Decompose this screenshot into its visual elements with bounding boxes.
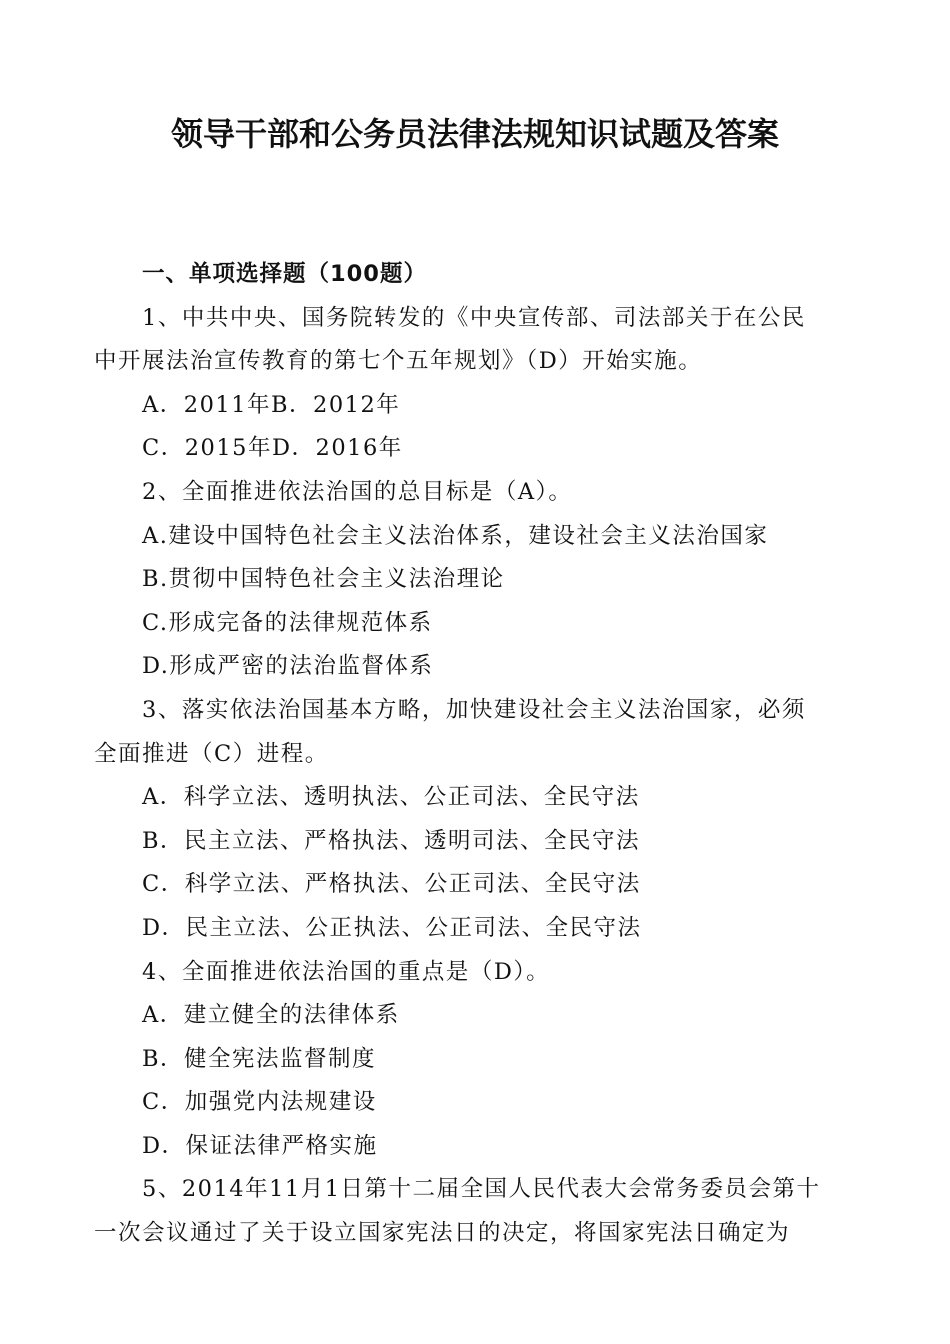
option-a: A．建立健全的法律体系 bbox=[142, 1002, 400, 1029]
question-5 bbox=[94, 1168, 854, 1255]
option-a: A.建设中国特色社会主义法治体系，建设社会主义法治国家 bbox=[142, 522, 769, 549]
question-stem: 5、2014年11月1日第十二届全国人民代表大会常务委员会第十 bbox=[142, 1176, 821, 1203]
option-line: A．2011年B．2012年 bbox=[142, 391, 401, 418]
option-d: D.形成严密的法治监督体系 bbox=[142, 653, 434, 680]
option-d: D．民主立法、公正执法、公正司法、全民守法 bbox=[142, 914, 642, 941]
option-b: B．民主立法、严格执法、透明司法、全民守法 bbox=[142, 827, 641, 854]
option-a: A．科学立法、透明执法、公正司法、全民守法 bbox=[142, 784, 640, 811]
question-stem: 4、全面推进依法治国的重点是（D）。 bbox=[142, 958, 551, 985]
question-stem: 3、落实依法治国基本方略，加快建设社会主义法治国家，必须 bbox=[142, 696, 806, 723]
question-stem-continued: 一次会议通过了关于设立国家宪法日的决定，将国家宪法日确定为 bbox=[94, 1220, 791, 1247]
document-title: 领导干部和公务员法律法规知识试题及答案 bbox=[170, 115, 779, 153]
question-2 bbox=[94, 471, 854, 689]
option-b: B.贯彻中国特色社会主义法治理论 bbox=[142, 566, 505, 593]
option-b: B．健全宪法监督制度 bbox=[142, 1045, 377, 1072]
question-4 bbox=[94, 951, 854, 1169]
option-d: D．保证法律严格实施 bbox=[142, 1132, 378, 1159]
question-stem-continued: 中开展法治宣传教育的第七个五年规划》（D）开始实施。 bbox=[94, 348, 703, 375]
question-stem: 2、全面推进依法治国的总目标是（A）。 bbox=[142, 478, 573, 505]
option-c: C．科学立法、严格执法、公正司法、全民守法 bbox=[142, 871, 641, 898]
question-1 bbox=[94, 297, 854, 471]
option-c: C.形成完备的法律规范体系 bbox=[142, 609, 433, 636]
question-3 bbox=[94, 689, 854, 951]
document-body bbox=[94, 253, 854, 1256]
question-stem-continued: 全面推进（C）进程。 bbox=[94, 740, 329, 767]
option-c: C．加强党内法规建设 bbox=[142, 1089, 377, 1116]
question-stem: 1、中共中央、国务院转发的《中央宣传部、司法部关于在公民 bbox=[142, 304, 806, 331]
section-heading: 一、单项选择题（100题） bbox=[142, 261, 427, 287]
option-line: C．2015年D．2016年 bbox=[142, 435, 403, 462]
